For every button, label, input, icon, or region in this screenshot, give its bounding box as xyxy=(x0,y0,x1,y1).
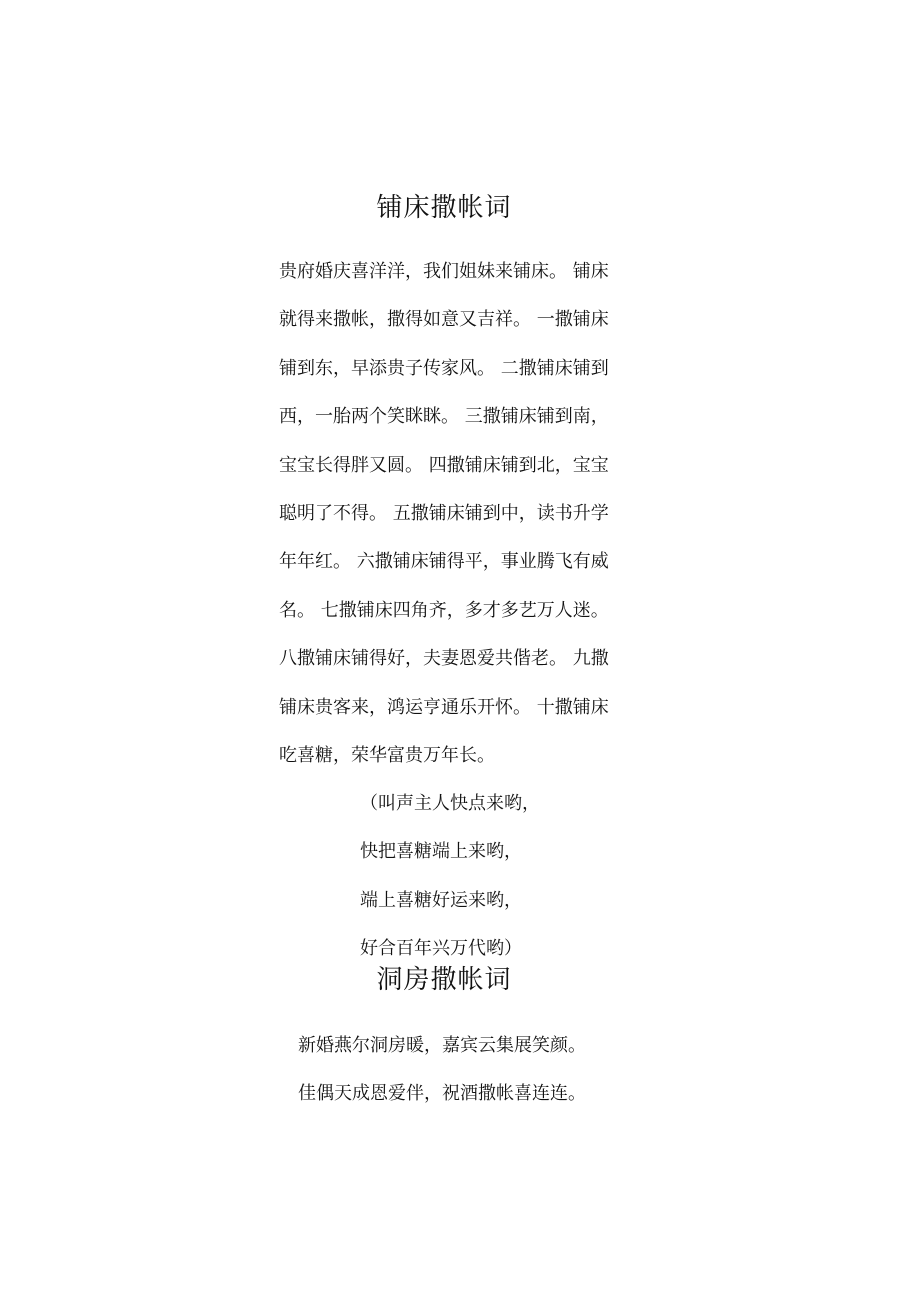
pu-chuang-paragraph xyxy=(279,248,619,780)
poem-line: 新婚燕尔洞房暖，嘉宾云集展笑颜。 xyxy=(298,1035,586,1056)
paragraph-line: 西，一胎两个笑眯眯。 三撒铺床铺到南， xyxy=(279,406,609,428)
chant-block xyxy=(360,780,540,974)
dong-fang-poem xyxy=(298,1022,586,1119)
chant-line: 快把喜糖端上来哟， xyxy=(360,841,522,863)
paragraph-line: 铺到东，早添贵子传家风。 二撒铺床铺到 xyxy=(279,357,609,379)
paragraph-line: 宝宝长得胖又圆。 四撒铺床铺到北，宝宝 xyxy=(279,454,609,476)
paragraph-line: 就得来撒帐，撒得如意又吉祥。 一撒铺床 xyxy=(279,309,609,331)
paragraph-line: 聪明了不得。 五撒铺床铺到中，读书升学 xyxy=(279,502,609,524)
chant-line: 好合百年兴万代哟） xyxy=(360,938,522,960)
paragraph-line: 贵府婚庆喜洋洋，我们姐妹来铺床。 铺床 xyxy=(279,261,609,282)
section-title-dong-fang: 洞房撒帐词 xyxy=(376,965,512,995)
paragraph-line: 铺床贵客来，鸿运亨通乐开怀。 十撒铺床 xyxy=(279,696,609,718)
poem-line: 佳偶天成恩爱伴，祝酒撒帐喜连连。 xyxy=(298,1083,586,1105)
paragraph-line: 八撒铺床铺得好，夫妻恩爱共偕老。 九撒 xyxy=(279,648,609,670)
section-title-pu-chuang: 铺床撒帐词 xyxy=(376,193,512,223)
paragraph-line: 年年红。 六撒铺床铺得平，事业腾飞有威 xyxy=(279,551,609,573)
chant-line: （叫声主人快点来哟， xyxy=(360,793,540,814)
paragraph-line: 吃喜糖，荣华富贵万年长。 xyxy=(279,744,495,766)
chant-line: 端上喜糖好运来哟， xyxy=(360,889,522,911)
paragraph-line: 名。 七撒铺床四角齐，多才多艺万人迷。 xyxy=(279,599,609,621)
